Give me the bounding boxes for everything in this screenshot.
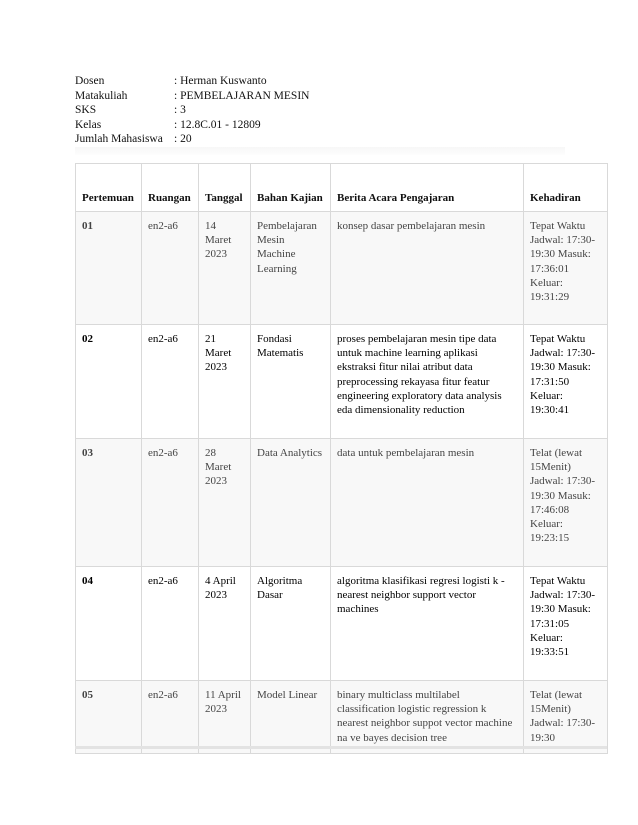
info-row-sks [75, 103, 309, 118]
cell-ruangan: en2-a6 [142, 212, 199, 325]
info-label: Dosen [75, 75, 105, 87]
column-header-berita-acara: Berita Acara Pengajaran [331, 164, 524, 212]
column-header-pertemuan: Pertemuan [76, 164, 142, 212]
info-row-dosen [75, 74, 309, 89]
table-row [76, 212, 608, 325]
cell-pertemuan: 02 [76, 325, 142, 439]
cell-bahan-kajian: Fondasi Matematis [251, 325, 331, 439]
cell-kehadiran: Tepat Waktu Jadwal: 17:30-19:30 Masuk: 17:31:50 Keluar: 19:30:41 [524, 325, 608, 439]
cell-tanggal: 28 Maret 2023 [199, 439, 251, 567]
cell-bahan-kajian: Model Linear [251, 681, 331, 754]
cell-berita-acara: proses pembelajaran mesin tipe data untuk machine learning aplikasi ekstraksi fitur nilai atribut data preprocessing rekayasa fitur featur engineering exploratory data analysis eda dimensionality reduction [331, 325, 524, 439]
info-value: : Herman Kuswanto [174, 75, 267, 87]
cell-kehadiran: Telat (lewat 15Menit) Jadwal: 17:30-19:30 Masuk: 17:46:08 Keluar: 19:23:15 [524, 439, 608, 567]
cell-pertemuan: 04 [76, 567, 142, 681]
cell-tanggal: 14 Maret 2023 [199, 212, 251, 325]
cell-berita-acara: data untuk pembelajaran mesin [331, 439, 524, 567]
cell-tanggal: 4 April 2023 [199, 567, 251, 681]
info-value: : 12.8C.01 - 12809 [174, 118, 261, 131]
table-row [76, 567, 608, 681]
info-label: SKS [75, 104, 97, 117]
cell-berita-acara: algoritma klasifikasi regresi logisti k - nearest neighbor support vector machines [331, 567, 524, 681]
table-row [76, 681, 608, 754]
column-header-ruangan: Ruangan [142, 164, 199, 212]
info-value: : PEMBELAJARAN MESIN [174, 89, 310, 102]
column-header-bahan-kajian: Bahan Kajian [251, 164, 331, 212]
info-label: Matakuliah [75, 89, 128, 102]
cell-ruangan: en2-a6 [142, 681, 199, 754]
table-row [76, 439, 608, 567]
info-row-matakuliah [75, 89, 309, 104]
column-header-kehadiran: Kehadiran [524, 164, 608, 212]
table-row [76, 325, 608, 439]
cell-bahan-kajian: Data Analytics [251, 439, 331, 567]
info-value: : 20 [174, 133, 192, 146]
cell-tanggal: 21 Maret 2023 [199, 325, 251, 439]
cell-ruangan: en2-a6 [142, 567, 199, 681]
info-label: Kelas [75, 118, 102, 131]
info-label: Jumlah Mahasiswa [75, 133, 163, 146]
cell-tanggal: 11 April 2023 [199, 681, 251, 754]
cell-kehadiran: Tepat Waktu Jadwal: 17:30-19:30 Masuk: 17:36:01 Keluar: 19:31:29 [524, 212, 608, 325]
cell-kehadiran: Telat (lewat 15Menit) Jadwal: 17:30-19:30 [524, 681, 608, 754]
cell-berita-acara: konsep dasar pembelajaran mesin [331, 212, 524, 325]
cell-kehadiran: Tepat Waktu Jadwal: 17:30-19:30 Masuk: 17:31:05 Keluar: 19:33:51 [524, 567, 608, 681]
info-row-kelas [75, 118, 309, 133]
course-info [75, 74, 309, 147]
cell-bahan-kajian: Algoritma Dasar [251, 567, 331, 681]
column-header-tanggal: Tanggal [199, 164, 251, 212]
attendance-table [75, 163, 608, 754]
table-header-row [76, 164, 608, 212]
table-bottom-edge [75, 746, 607, 749]
cell-pertemuan: 01 [76, 212, 142, 325]
cell-ruangan: en2-a6 [142, 325, 199, 439]
header-divider [75, 147, 565, 155]
info-row-jumlah [75, 132, 309, 147]
cell-ruangan: en2-a6 [142, 439, 199, 567]
cell-pertemuan: 03 [76, 439, 142, 567]
cell-berita-acara: binary multiclass multilabel classification logistic regression k nearest neighbor suppot vector machine na ve bayes decision tree [331, 681, 524, 754]
info-value: : 3 [174, 104, 186, 117]
cell-pertemuan: 05 [76, 681, 142, 754]
cell-bahan-kajian: Pembelajaran Mesin Machine Learning [251, 212, 331, 325]
